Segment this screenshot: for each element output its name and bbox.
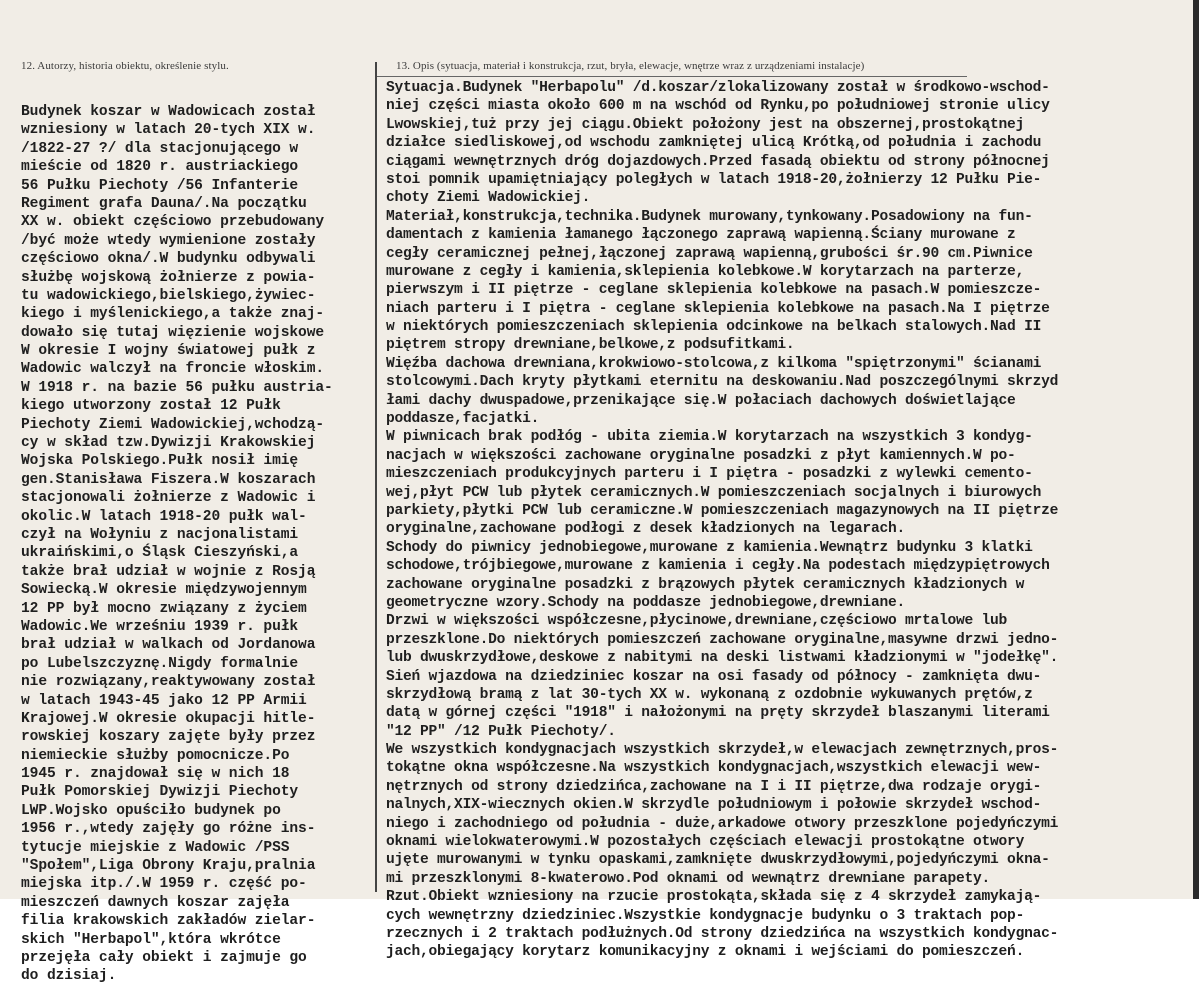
header-rule xyxy=(377,76,967,77)
description-text-line: nalnych,XIX-wiecznych okien.W skrzydle południowym i połowie skrzydeł wschod- xyxy=(386,797,1042,814)
history-text-line: stacjonowali żołnierze z Wadowic i xyxy=(21,490,316,507)
history-text-line: ukraińskimi,o Śląsk Cieszyński,a xyxy=(21,545,299,562)
history-text-line: Wadowic walczył na froncie włoskim. xyxy=(21,361,325,378)
description-text-line: datą w górnej części "1918" i nałożonymi na pręty skrzydeł blaszanymi literami xyxy=(386,705,1050,722)
description-text-line: schodowe,trójbiegowe,murowane z kamienia i cegły.Na podestach międzypiętrowych xyxy=(386,558,1050,575)
description-text-column xyxy=(386,79,1191,962)
history-text-line: 12 PP był mocno związany z życiem xyxy=(21,600,307,617)
description-text-line: nacjach w większości zachowane oryginalne posadzki z płyt kamiennych.W po- xyxy=(386,447,1016,464)
history-text-line: LWP.Wojsko opuściło budynek po xyxy=(21,802,281,819)
history-text-line: brał udział w walkach od Jordanowa xyxy=(21,637,316,654)
description-text-line: Drzwi w większości współczesne,płycinowe,drewniane,częściowo mrtalowe lub xyxy=(386,613,1008,630)
history-text-line: miejska itp./.W 1959 r. część po- xyxy=(21,876,307,893)
history-text-line: Wadowic.We wrześniu 1939 r. pułk xyxy=(21,618,299,635)
description-text-line: pierwszym i II piętrze - ceglane sklepienia kolebkowe na pasach.W pomieszcze- xyxy=(386,282,1042,299)
section-13-heading: 13. Opis (sytuacja, materiał i konstrukcja, rzut, bryła, elewacje, wnętrze wraz z urządzeniami instalacje) xyxy=(396,60,865,72)
history-text-line: służbę wojskową żołnierze z powia- xyxy=(21,269,316,286)
description-text-line: choty Ziemi Wadowickiej. xyxy=(386,190,591,207)
history-text-line: Regiment grafa Dauna/.Na początku xyxy=(21,195,307,212)
description-text-line: mi przeszklonymi 8-kwaterowo.Pod oknami od wewnątrz drewniane parapety. xyxy=(386,870,991,887)
history-text-line: także brał udział w wojnie z Rosją xyxy=(21,563,316,580)
description-text-line: skrzydłową bramą z lat 30-tych XX w. wykonaną z ozdobnie wykuwanych prętów,z xyxy=(386,686,1033,703)
history-text-line: skich "Herbapol",która wkrótce xyxy=(21,931,281,948)
column-divider xyxy=(375,62,377,892)
description-text-line: niej części miasta około 600 m na wschód od Rynku,po południowej stronie ulicy xyxy=(386,98,1050,115)
history-text-line: dowało się tutaj więzienie wojskowe xyxy=(21,324,325,341)
description-text-line: poddasze,facjatki. xyxy=(386,411,540,428)
description-text-line: damentach z kamienia łamanego łączonego zaprawą wapienną.Ściany murowane z xyxy=(386,227,1016,244)
history-text-line: wzniesiony w latach 20-tych XIX w. xyxy=(21,122,316,139)
description-text-line: jach,obiegający korytarz komunikacyjny z oknami i wejściami do pomieszczeń. xyxy=(386,944,1025,961)
description-text-line: Sytuacja.Budynek "Herbapolu" /d.koszar/zlokalizowany został w środkowo-wschod- xyxy=(386,80,1050,96)
description-text-line: "12 PP" /12 Pułk Piechoty/. xyxy=(386,723,616,740)
description-text-line: Sień wjazdowa na dziedziniec koszar na osi fasady od północy - zamknięta dwu- xyxy=(386,668,1042,685)
history-text-line: w latach 1943-45 jako 12 PP Armii xyxy=(21,692,307,709)
history-text-line: W 1918 r. na bazie 56 pułku austria- xyxy=(21,379,333,396)
scan-edge-shadow xyxy=(1193,0,1199,899)
history-text-line: czył na Wołyniu z nacjonalistami xyxy=(21,526,299,543)
history-text-line: "Społem",Liga Obrony Kraju,pralnia xyxy=(21,858,316,875)
history-text-line: rowskiej koszary zajęte były przez xyxy=(21,729,316,746)
history-text-line: Pułk Pomorskiej Dywizji Piechoty xyxy=(21,784,299,801)
description-text-line: cegły ceramicznej pełnej,łączonej zaprawą wapienną,grubości śr.90 cm.Piwnice xyxy=(386,245,1033,262)
history-text-line: kiego utworzony został 12 Pułk xyxy=(21,398,281,415)
history-text-line: mieście od 1820 r. austriackiego xyxy=(21,159,299,176)
description-text-line: ujęte murowanymi w tynku opaskami,zamknięte dwuskrzydłowymi,pojedyńczymi okna- xyxy=(386,852,1050,869)
history-text-line: Wojska Polskiego.Pułk nosił imię xyxy=(21,453,299,470)
description-text-line: niach parteru i I piętra - ceglane sklepienia kolebkowe na pasach.Na I piętrze xyxy=(386,300,1050,317)
history-text-line: W okresie I wojny światowej pułk z xyxy=(21,343,316,360)
history-text-line: Krajowej.W okresie okupacji hitle- xyxy=(21,710,316,727)
history-text-line: Budynek koszar w Wadowicach został xyxy=(21,104,316,120)
description-text-line: lub dwuskrzydłowe,deskowe z nabitymi na deski listwami kładzionymi w "jodełkę". xyxy=(386,650,1059,667)
history-text-column xyxy=(21,103,371,986)
description-text-line: geometryczne wzory.Schody na poddasze jednobiegowe,drewniane. xyxy=(386,594,905,611)
description-text-line: mieszczeniach produkcyjnych parteru i I piętra - posadzki z wylewki cemento- xyxy=(386,466,1033,483)
history-text-line: do dzisiaj. xyxy=(21,968,117,985)
description-text-line: łami dachy dwuspadowe,przenikające się.W połaciach dachowych doświetlające xyxy=(386,392,1016,409)
description-text-line: stolcowymi.Dach kryty płytkami eternitu na deskowaniu.Nad poszczególnymi skrzyd xyxy=(386,374,1059,391)
description-text-line: rzecznych i 2 traktach podłużnych.Od strony dziedzińca na wszystkich kondygnac- xyxy=(386,925,1059,942)
description-text-line: Schody do piwnicy jednobiegowe,murowane z kamienia.Wewnątrz budynku 3 klatki xyxy=(386,539,1033,556)
description-text-line: stoi pomnik upamiętniający poległych w latach 1918-20,żołnierzy 12 Pułku Pie- xyxy=(386,171,1042,188)
description-text-line: piętrem stropy drewniane,belkowe,z podsufitkami. xyxy=(386,337,795,354)
description-text-line: nętrznych od strony dziedzińca,zachowane na I i II piętrze,dwa rodzaje orygi- xyxy=(386,778,1042,795)
description-text-line: We wszystkich kondygnacjach wszystkich skrzydeł,w elewacjach zewnętrznych,pros- xyxy=(386,742,1059,759)
description-text-line: cych wewnętrzny dziedziniec.Wszystkie kondygnacje budynku o 3 traktach pop- xyxy=(386,907,1025,924)
history-text-line: filia krakowskich zakładów zielar- xyxy=(21,913,316,930)
description-text-line: ciągami wewnętrznych dróg dojazdowych.Przed fasadą obiektu od strony północnej xyxy=(386,153,1050,170)
history-text-line: mieszczeń dawnych koszar zajęła xyxy=(21,894,290,911)
description-text-line: W piwnicach brak podłóg - ubita ziemia.W korytarzach na wszystkich 3 kondyg- xyxy=(386,429,1033,446)
history-text-line: Sowiecką.W okresie międzywojennym xyxy=(21,582,307,599)
history-text-line: XX w. obiekt częściowo przebudowany xyxy=(21,214,325,231)
description-text-line: przeszklone.Do niektórych pomieszczeń zachowane oryginalne,masywne drzwi jedno- xyxy=(386,631,1059,648)
description-text-line: oryginalne,zachowane podłogi z desek kładzionych na legarach. xyxy=(386,521,905,538)
description-text-line: tokątne okna współczesne.Na wszystkich kondygnacjach,wszystkich elewacji wew- xyxy=(386,760,1042,777)
history-text-line: /być może wtedy wymienione zostały xyxy=(21,232,316,249)
description-text-line: oknami wielokwaterowymi.W pozostałych częściach elewacji prostokątne otwory xyxy=(386,834,1025,851)
history-text-line: Piechoty Ziemi Wadowickiej,wchodzą- xyxy=(21,416,325,433)
description-text-line: murowane z cegły i kamienia,sklepienia kolebkowe.W korytarzach na parterze, xyxy=(386,263,1025,280)
history-text-line: cy w skład tzw.Dywizji Krakowskiej xyxy=(21,435,316,452)
history-text-line: tu wadowickiego,bielskiego,żywiec- xyxy=(21,287,316,304)
description-text-line: działce siedliskowej,od wschodu zamkniętej ulicą Krótką,od południa i zachodu xyxy=(386,135,1042,152)
history-text-line: kiego i myślenickiego,a także znaj- xyxy=(21,306,325,323)
history-text-line: częściowo okna/.W budynku odbywali xyxy=(21,251,316,268)
description-text-line: niego i zachodniego od południa - duże,arkadowe otwory przeszklone pojedyńczymi xyxy=(386,815,1059,832)
section-12-heading: 12. Autorzy, historia obiektu, określenie stylu. xyxy=(21,60,229,72)
history-text-line: po Lubelszczyznę.Nigdy formalnie xyxy=(21,655,299,672)
history-text-line: /1822-27 ?/ dla stacjonującego w xyxy=(21,140,299,157)
history-text-line: tytucje miejskie z Wadowic /PSS xyxy=(21,839,290,856)
history-text-line: nie rozwiązany,reaktywowany został xyxy=(21,674,316,691)
description-text-line: wej,płyt PCW lub płytek ceramicznych.W pomieszczeniach socjalnych i biurowych xyxy=(386,484,1042,501)
description-text-line: Więźba dachowa drewniana,krokwiowo-stolcowa,z kilkoma "spiętrzonymi" ścianami xyxy=(386,355,1042,372)
description-text-line: Lwowskiej,tuż przy jej ciągu.Obiekt położony jest na obszernej,prostokątnej xyxy=(386,116,1025,133)
history-text-line: 1945 r. znajdował się w nich 18 xyxy=(21,766,290,783)
history-text-line: niemieckie służby pomocnicze.Po xyxy=(21,747,290,764)
history-text-line: 56 Pułku Piechoty /56 Infanterie xyxy=(21,177,299,194)
description-text-line: zachowane oryginalne posadzki z brązowych płytek ceramicznych kładzionych w xyxy=(386,576,1025,593)
history-text-line: gen.Stanisława Fiszera.W koszarach xyxy=(21,471,316,488)
history-text-line: okolic.W latach 1918-20 pułk wal- xyxy=(21,508,307,525)
history-text-line: przejęła cały obiekt i zajmuje go xyxy=(21,949,307,966)
history-text-line: 1956 r.,wtedy zajęły go różne ins- xyxy=(21,821,316,838)
description-text-line: Rzut.Obiekt wzniesiony na rzucie prostokąta,składa się z 4 skrzydeł zamykają- xyxy=(386,889,1042,906)
description-text-line: w niektórych pomieszczeniach sklepienia odcinkowe na belkach stalowych.Nad II xyxy=(386,319,1042,336)
description-text-line: Materiał,konstrukcja,technika.Budynek murowany,tynkowany.Posadowiony na fun- xyxy=(386,208,1033,225)
description-text-line: parkiety,płytki PCW lub ceramiczne.W pomieszczeniach magazynowych na II piętrze xyxy=(386,502,1059,519)
